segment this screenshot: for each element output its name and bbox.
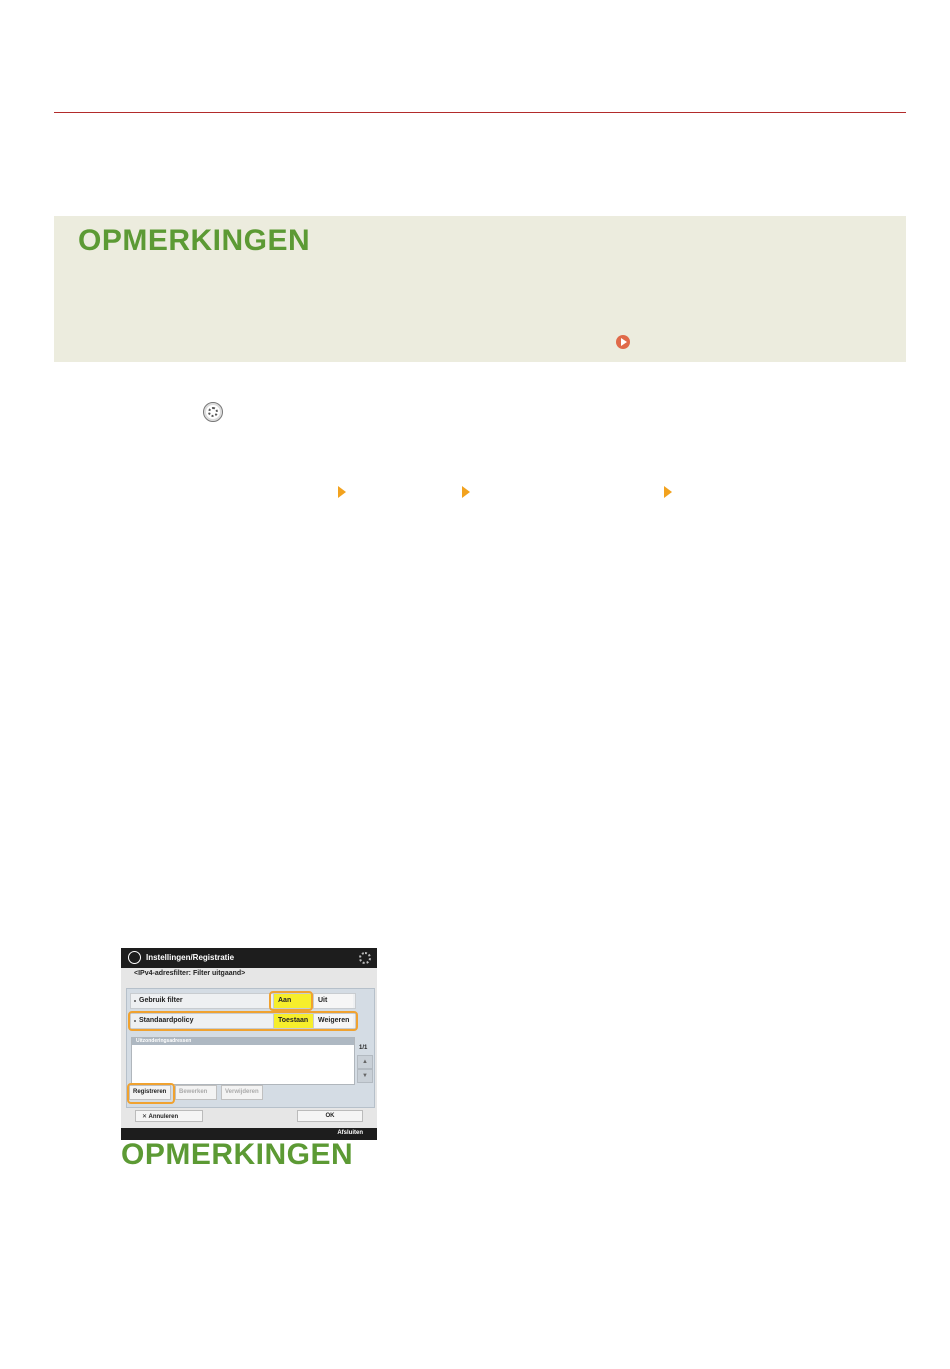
highlight-registreren <box>127 1083 175 1104</box>
notes-title-bottom: OPMERKINGEN <box>121 1138 354 1171</box>
notes-title: OPMERKINGEN <box>78 224 311 257</box>
screen-subtitle: <IPv4-adresfilter: Filter uitgaand> <box>134 970 246 977</box>
exception-list[interactable] <box>131 1037 355 1085</box>
settings-panel <box>126 988 375 1108</box>
close-icon: ✕ <box>142 1114 149 1120</box>
highlight-standaardpolicy <box>128 1011 358 1031</box>
verwijderen-button[interactable]: Verwijderen <box>221 1085 263 1100</box>
uit-button[interactable]: Uit <box>313 994 353 1008</box>
row-label: Gebruik filter <box>139 997 183 1004</box>
registreren-button[interactable]: Registreren <box>129 1085 171 1100</box>
footer-label[interactable]: Afsluiten <box>337 1130 363 1136</box>
notes-box <box>54 216 906 362</box>
scroll-down-button[interactable]: ▼ <box>357 1069 373 1083</box>
highlight-aan <box>269 991 313 1011</box>
ok-button[interactable]: OK <box>297 1110 363 1122</box>
weigeren-button[interactable]: Weigeren <box>313 1014 353 1028</box>
header-rule <box>54 112 906 113</box>
toestaan-button[interactable]: Toestaan <box>273 1014 313 1028</box>
link-arrow-icon[interactable] <box>616 335 630 349</box>
row-label: Standaardpolicy <box>139 1017 194 1024</box>
page-counter: 1/1 <box>359 1045 368 1051</box>
row-gebruik-filter <box>130 993 356 1009</box>
bullet-icon <box>134 1000 136 1002</box>
cancel-label: Annuleren <box>148 1114 179 1120</box>
settings-icon <box>128 951 141 964</box>
path-arrow-icon <box>462 486 470 498</box>
cancel-button[interactable] <box>135 1110 203 1122</box>
screen-title: Instellingen/Registratie <box>146 953 235 962</box>
path-arrow-icon <box>664 486 672 498</box>
scroll-up-button[interactable]: ▲ <box>357 1055 373 1069</box>
gear-icon[interactable] <box>359 952 371 964</box>
settings-key-icon <box>203 402 223 422</box>
device-screen <box>121 948 377 1140</box>
screen-header <box>121 948 377 968</box>
path-arrow-icon <box>338 486 346 498</box>
list-header: Uitzonderingsadressen <box>132 1038 354 1045</box>
aan-button[interactable]: Aan <box>273 994 313 1008</box>
bewerken-button[interactable]: Bewerken <box>175 1085 217 1100</box>
